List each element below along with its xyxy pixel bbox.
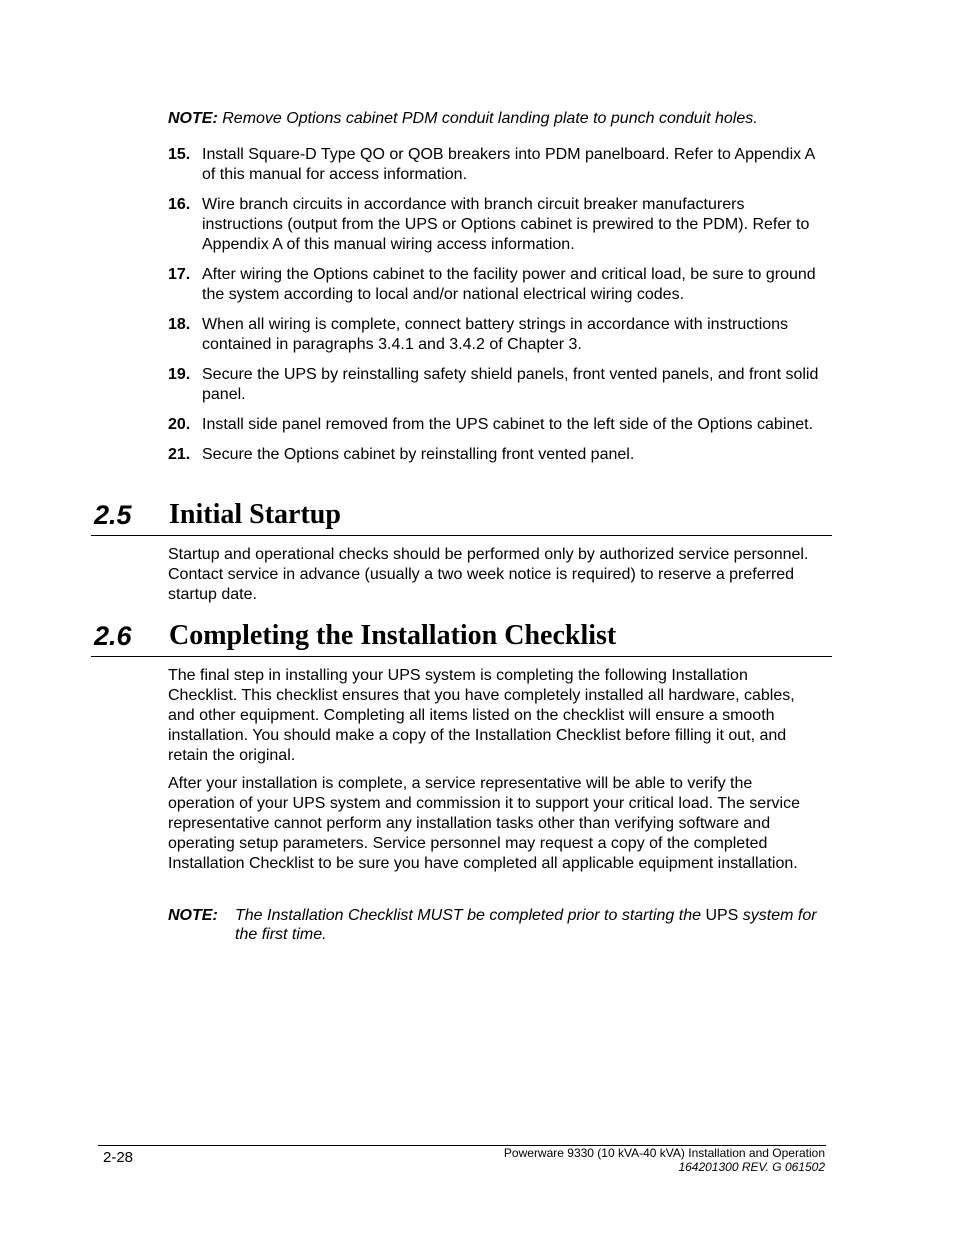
step-text: After wiring the Options cabinet to the facility power and critical load, be sure to ground the system according to local and/or national electrical wiring codes.	[202, 266, 816, 303]
step-item	[168, 445, 828, 465]
step-text: Install Square-D Type QO or QOB breakers into PDM panelboard. Refer to Appendix A of this manual for access information.	[202, 146, 815, 183]
page-number: 2-28	[103, 1149, 134, 1166]
footer-title: Powerware 9330 (10 kVA-40 kVA) Installation and Operation	[503, 1146, 825, 1160]
step-number: 18.	[168, 316, 191, 333]
step-number: 17.	[168, 266, 191, 283]
step-item	[168, 145, 828, 185]
step-text: Secure the Options cabinet by reinstalling front vented panel.	[202, 446, 635, 463]
checklist-paragraph-2: After your installation is complete, a service representative will be able to verify the operation of your UPS system and commission it to support your critical load. The service representative cannot perform any installation tasks other than verifying software and operating setup parameters. Service personnel may request a copy of the completed Installation Checklist to be sure you have completed all applicable equipment installation.	[168, 775, 800, 872]
section-heading-initial-startup	[91, 499, 832, 536]
step-item	[168, 415, 828, 435]
note-label: NOTE:	[168, 110, 218, 127]
note-text-c: system for the first time.	[235, 907, 817, 943]
step-number: 15.	[168, 146, 191, 163]
note-text-ups: UPS	[705, 907, 739, 924]
step-text: Wire branch circuits in accordance with branch circuit breaker manufacturers instructions (output from the UPS or Options cabinet is prewired to the PDM). Refer to Appendix A of this manual wiring access information.	[202, 196, 810, 253]
step-number: 21.	[168, 446, 191, 463]
step-item	[168, 315, 828, 355]
section-title: Initial Startup	[169, 499, 341, 530]
checklist-paragraph-1: The final step in installing your UPS system is completing the following Installation Checklist. This checklist ensures that you have completely installed all hardware, cables, and other equipment. Completing all items listed on the checklist will ensure a smooth installation. You should make a copy of the Installation Checklist before filling it out, and retain the original.	[168, 667, 795, 764]
step-number: 16.	[168, 196, 191, 213]
step-item	[168, 365, 828, 405]
note-text-a: The Installation Checklist MUST be completed prior to starting the	[235, 907, 701, 924]
step-text: Install side panel removed from the UPS cabinet to the left side of the Options cabinet.	[202, 416, 814, 433]
installation-steps-list	[168, 145, 828, 475]
note-text	[235, 906, 818, 944]
footer-doc-info	[504, 1146, 825, 1174]
section-number: 2.5	[94, 500, 132, 530]
note-remove-plate	[168, 109, 868, 129]
step-item	[168, 265, 828, 305]
section-heading-installation-checklist	[91, 620, 832, 657]
step-number: 20.	[168, 416, 191, 433]
step-number: 19.	[168, 366, 191, 383]
section-number: 2.6	[94, 621, 132, 651]
note-label: NOTE:	[168, 907, 218, 924]
note-checklist-required	[168, 906, 818, 944]
section-title: Completing the Installation Checklist	[169, 620, 617, 651]
footer-revision: 164201300 REV. G 061502	[678, 1160, 825, 1174]
initial-startup-paragraph: Startup and operational checks should be performed only by authorized service personnel. Contact service in advance (usually a two week notice is required) to reserve a preferred startup date.	[168, 546, 809, 603]
step-text: When all wiring is complete, connect battery strings in accordance with instructions contained in paragraphs 3.4.1 and 3.4.2 of Chapter 3.	[202, 316, 789, 353]
note-text: Remove Options cabinet PDM conduit landing plate to punch conduit holes.	[222, 110, 758, 127]
step-text: Secure the UPS by reinstalling safety shield panels, front vented panels, and front solid panel.	[202, 366, 819, 403]
step-item	[168, 195, 828, 255]
